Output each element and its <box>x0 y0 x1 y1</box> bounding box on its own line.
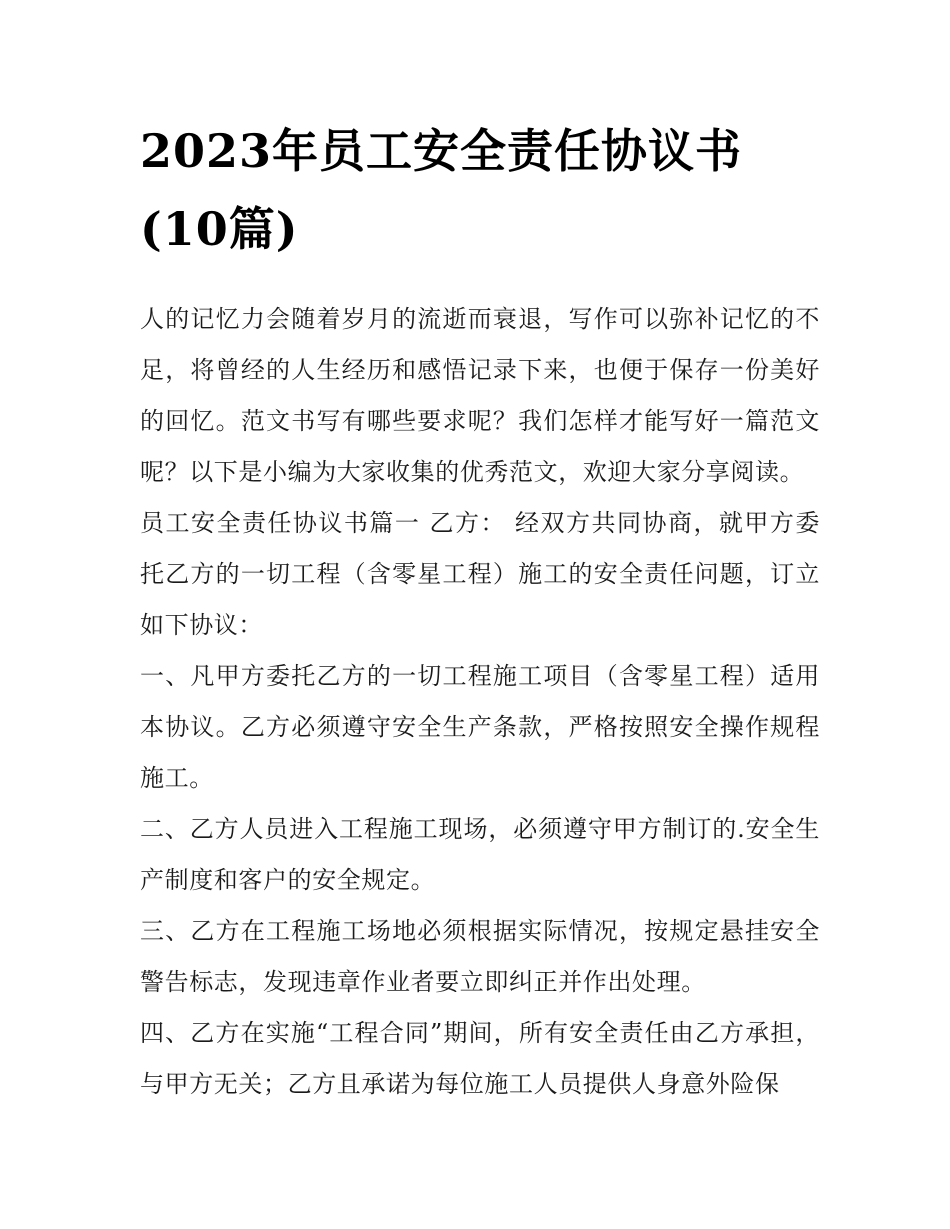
paragraph-clause-4: 四、乙方在实施“工程合同”期间，所有安全责任由乙方承担，与甲方无关；乙方且承诺为每位施工人员提供人身意外险保 <box>140 1019 820 1098</box>
title-line-1: 2023年员工安全责任协议书 <box>140 124 743 178</box>
paragraph-clause-2: 二、乙方人员进入工程施工现场，必须遵守甲方制订的.安全生产制度和客户的安全规定。 <box>140 815 820 894</box>
paragraph-agreement-opening: 员工安全责任协议书篇一 乙方： 经双方共同协商，就甲方委托乙方的一切工程（含零星工程）施工的安全责任问题，订立如下协议： <box>140 509 820 639</box>
paragraph-clause-1: 一、凡甲方委托乙方的一切工程施工项目（含零星工程）适用本协议。乙方必须遵守安全生产条款，严格按照安全操作规程施工。 <box>140 662 820 792</box>
document-content <box>140 112 820 1110</box>
document-body <box>140 294 820 1110</box>
paragraph-intro: 人的记忆力会随着岁月的流逝而衰退，写作可以弥补记忆的不足，将曾经的人生经历和感悟记录下来，也便于保存一份美好的回忆。范文书写有哪些要求呢？我们怎样才能写好一篇范文呢？以下是小编为大家收集的优秀范文，欢迎大家分享阅读。 <box>140 305 820 486</box>
title-line-2: (10篇) <box>140 202 299 256</box>
paragraph-clause-3: 三、乙方在工程施工场地必须根据实际情况，按规定悬挂安全警告标志，发现违章作业者要立即纠正并作出处理。 <box>140 917 820 996</box>
document-title <box>140 112 820 268</box>
